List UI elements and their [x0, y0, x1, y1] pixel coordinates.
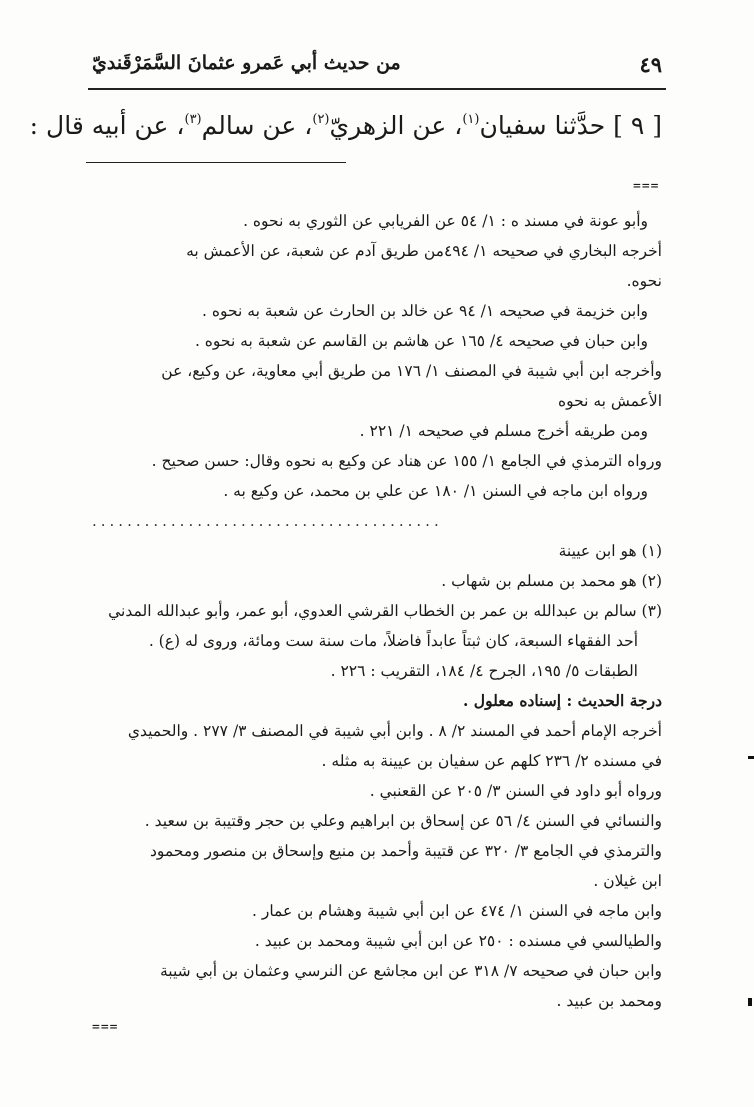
footnote-line: والطيالسي في مسنده : ٢٥٠ عن ابن أبي شيبة ومحمد بن عبيد .: [254, 932, 662, 950]
footnote-line: في مسنده ٢/ ٢٣٦ كلهم عن سفيان بن عيينة به مثله .: [321, 752, 662, 770]
hadith-part-1: [ ٩ ] حدَّثنا سفيان: [479, 111, 662, 140]
hadith-text: [29, 98, 662, 148]
footnote-ref-2: (٢): [312, 112, 330, 127]
margin-mark: [748, 756, 754, 759]
footnote-line: الطبقات ٥/ ١٩٥، الجرح ٤/ ١٨٤، التقريب : ٢٢٦ .: [330, 662, 638, 680]
running-title: من حديث أبي عَمرو عثمانَ السَّمَرْقَنديّ: [92, 52, 401, 74]
footnote-line: أخرجه الإمام أحمد في المسند ٢/ ٨ . وابن أبي شيبة في المصنف ٣/ ٢٧٧ . والحميدي: [127, 722, 662, 740]
margin-mark: [748, 998, 752, 1006]
takhrij-line: وابن خزيمة في صحيحه ١/ ٩٤ عن خالد بن الحارث عن شعبة به نحوه .: [202, 302, 648, 320]
page-number: ٤٩: [639, 52, 662, 77]
hadith-part-3: ، عن سالم: [201, 111, 313, 140]
header-rule: [88, 88, 666, 90]
footnote-line: ورواه أبو داود في السنن ٣/ ٢٠٥ عن القعنبي .: [369, 782, 662, 800]
takhrij-line: نحوه.: [626, 272, 662, 290]
footnote-line: والنسائي في السنن ٤/ ٥٦ عن إسحاق بن ابراهيم وعلي بن حجر وقتيبة بن سعيد .: [144, 812, 662, 830]
footnote-line: وابن ماجه في السنن ١/ ٤٧٤ عن ابن أبي شيبة وهشام بن عمار .: [251, 902, 662, 920]
footnote-line: وابن حبان في صحيحه ٧/ ٣١٨ عن ابن مجاشع عن النرسي وعثمان بن أبي شيبة: [159, 962, 662, 980]
separator-top: ===: [633, 179, 660, 194]
takhrij-line: أخرجه البخاري في صحيحه ١/ ٤٩٤من طريق آدم عن شعبة، عن الأعمش به: [186, 242, 662, 260]
takhrij-block: [90, 206, 662, 506]
takhrij-line: الأعمش به نحوه: [557, 392, 662, 410]
footnote-ref-1: (١): [462, 112, 480, 127]
takhrij-line: ومن طريقه أخرج مسلم في صحيحه ١/ ٢٢١ .: [359, 422, 648, 440]
footnotes-block: [90, 536, 662, 1016]
footnote-line: (١) هو ابن عيينة: [558, 542, 662, 560]
running-header: [92, 52, 662, 84]
takhrij-line: وأخرجه ابن أبي شيبة في المصنف ١/ ١٧٦ من طريق أبي معاوية، عن وكيع، عن: [161, 362, 662, 380]
footnote-line: درجة الحديث : إسناده معلول .: [463, 691, 662, 710]
footnote-line: (٣) سالم بن عبدالله بن عمر بن الخطاب القرشي العدوي، أبو عمر، وأبو عبدالله المدني: [108, 602, 662, 620]
separator-bottom: ===: [92, 1020, 119, 1035]
footnote-line: أحد الفقهاء السبعة، كان ثبتاً عابداً فاضلاً، مات سنة ست ومائة، وروى له (ع) .: [148, 632, 638, 650]
footnote-line: (٢) هو محمد بن مسلم بن شهاب .: [441, 572, 662, 590]
hadith-part-4: ، عن أبيه قال :: [29, 111, 185, 140]
footnote-line: ومحمد بن عبيد .: [556, 992, 662, 1010]
takhrij-line: ورواه الترمذي في الجامع ١/ ١٥٥ عن هناد عن وكيع به نحوه وقال: حسن صحيح .: [151, 452, 662, 470]
takhrij-line: وابن حبان في صحيحه ٤/ ١٦٥ عن هاشم بن القاسم عن شعبة به نحوه .: [194, 332, 648, 350]
hadith-part-2: ، عن الزهريّ: [329, 111, 463, 140]
takhrij-line: ورواه ابن ماجه في السنن ١/ ١٨٠ عن علي بن محمد، عن وكيع به .: [223, 482, 648, 500]
footnote-line: ابن غيلان .: [593, 872, 662, 890]
takhrij-line: وأبو عونة في مسند ه : ١/ ٥٤ عن الفريابي عن الثوري به نحوه .: [243, 212, 648, 230]
footnote-rule: [86, 162, 346, 163]
footnote-line: والترمذي في الجامع ٣/ ٣٢٠ عن قتيبة وأحمد بن منيع وإسحاق بن منصور ومحمود: [149, 842, 662, 860]
footnote-ref-3: (٣): [184, 112, 202, 127]
dotted-divider: ........................................: [92, 512, 443, 530]
